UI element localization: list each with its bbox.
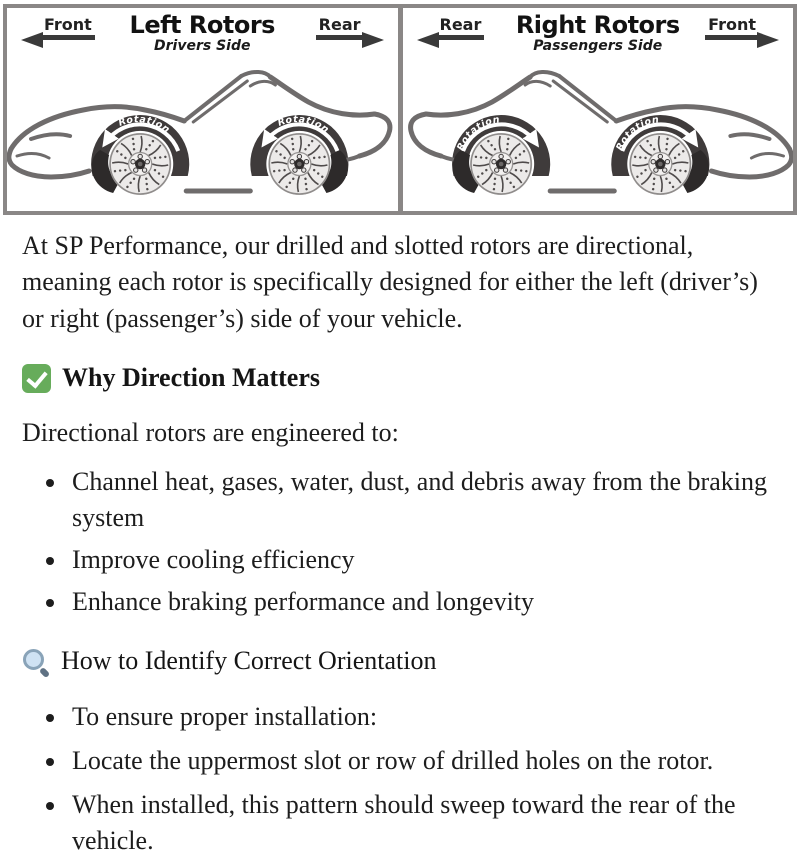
list-item: • Enhance braking performance and longevity [68,584,778,620]
section-heading-text: Why Direction Matters [62,363,321,393]
front-direction-arrow [705,17,779,40]
front-label: Front [41,17,95,40]
list-item: • To ensure proper installation: [68,699,778,735]
front-label: Front [705,17,759,40]
intro-paragraph: At SP Performance, our drilled and slotted rotors are directional, meaning each rotor is specifically designed for either the left (driver’s) or right (passenger’s) side of your vehicle. [22,231,758,333]
front-direction-arrow [21,17,95,40]
section-heading-text: How to Identify Correct Orientation [61,645,437,675]
right-car-illustration [403,59,794,211]
rotor-direction-diagram [3,4,797,215]
rear-label: Rear [316,17,364,40]
right-rotors-panel [403,8,794,211]
check-mark-icon [22,364,51,393]
rotation-label: Rotation [117,114,172,136]
left-panel-header [7,8,398,59]
rotation-label: Rotation [454,114,501,153]
left-rotors-panel [7,8,403,211]
arrow-left-icon [417,32,439,48]
list-item: • Improve cooling efficiency [68,542,778,578]
how-bullet-list [22,699,778,859]
right-panel-header [403,8,794,59]
list-item: • When installed, this pattern should sweep toward the rear of the vehicle. [68,787,778,859]
left-panel-subtitle: Drivers Side [154,38,251,55]
arrow-right-icon [362,32,384,48]
right-panel-subtitle: Passengers Side [533,38,663,55]
rear-label: Rear [437,17,485,40]
rear-direction-arrow [316,17,384,40]
rear-direction-arrow [417,17,485,40]
why-direction-matters-heading [22,364,778,393]
how-to-identify-heading [22,647,778,676]
magnifying-glass-icon [22,647,50,675]
arrow-right-icon [757,32,779,48]
list-item: • Channel heat, gases, water, dust, and debris away from the braking system [68,464,778,536]
rotation-label: Rotation [276,114,332,136]
left-panel-title: Left Rotors [129,11,275,39]
list-item: • Locate the uppermost slot or row of drilled holes on the rotor. [68,743,778,779]
why-bullet-list [22,464,778,620]
article-body [0,228,800,859]
right-panel-title: Right Rotors [515,11,680,39]
engineered-to-lead: Directional rotors are engineered to: [22,418,399,448]
left-car-illustration [7,59,398,211]
rotation-label: Rotation [613,114,660,153]
arrow-left-icon [21,32,43,48]
